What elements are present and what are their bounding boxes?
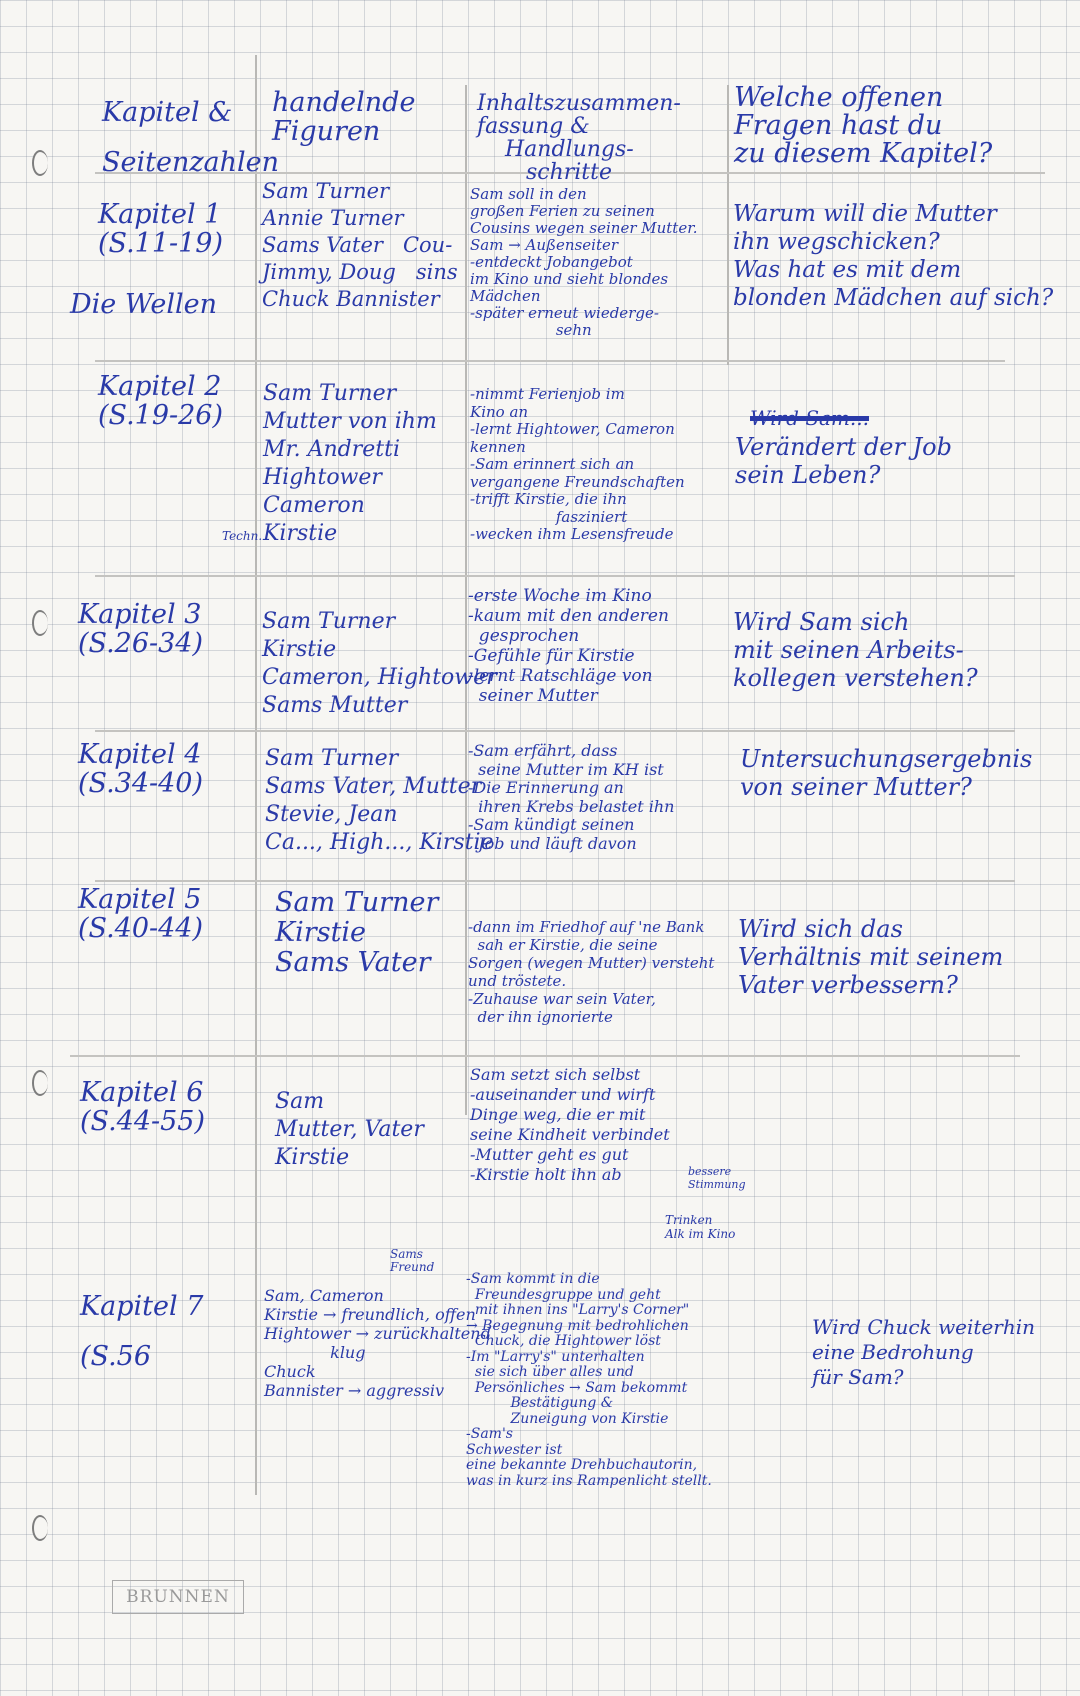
row-divider: [95, 730, 1015, 732]
chapter-5-inhalt: -dann im Friedhof auf 'ne Bank sah er Kirstie, die seine Sorgen (wegen Mutter) versteht und tröstete. -Zuhause war sein Vater, der ihn ignorierte: [468, 918, 715, 1026]
row-divider: [70, 1055, 1020, 1057]
binder-hole: [32, 1515, 48, 1541]
chapter-2-figuren: Sam Turner Mutter von ihm Mr. Andretti Hightower Cameron Kirstie: [263, 381, 437, 546]
chapter-6-figuren: Sam Mutter, Vater Kirstie: [275, 1089, 424, 1170]
column-divider: [255, 55, 257, 1495]
chapter-3-frage: Wird Sam sich mit seinen Arbeits- kollegen verstehen?: [733, 608, 978, 692]
chapter-4-inhalt: -Sam erfährt, dass seine Mutter im KH ist -Die Erinnerung an ihren Krebs belastet ihn -Sam kündigt seinen Job und läuft davon: [468, 741, 675, 853]
row-divider: [95, 360, 1005, 362]
chapter-2-kapitel: Kapitel 2 (S.19-26): [98, 371, 224, 431]
chapter-5-kapitel: Kapitel 5 (S.40-44): [78, 884, 204, 944]
chapter-6-inhalt: Sam setzt sich selbst -auseinander und wirft Dinge weg, die er mit seine Kindheit verbindet -Mutter geht es gut -Kirstie holt ihn ab: [470, 1065, 670, 1184]
chapter-3-figuren: Sam Turner Kirstie Cameron, Hightower Sams Mutter: [262, 609, 497, 718]
header-figuren: handelnde Figuren: [272, 87, 416, 147]
chapter-4-frage: Untersuchungsergebnis von seiner Mutter?: [740, 745, 1033, 801]
chapter-2-frage: Verändert der Job sein Leben?: [735, 433, 952, 489]
chapter-2-figuren-note: Techn.: [222, 529, 263, 543]
row-divider: [95, 575, 1015, 577]
chapter-5-frage: Wird sich das Verhältnis mit seinem Vater verbessern?: [738, 915, 1004, 999]
chapter-7-frage: Wird Chuck weiterhin eine Bedrohung für Sam?: [812, 1315, 1036, 1389]
binder-hole: [32, 1070, 48, 1096]
brunnen-logo: BRUNNEN: [112, 1580, 244, 1614]
chapter-7-kapitel: Kapitel 7 (S.56: [80, 1291, 204, 1372]
header-kapitel: Kapitel & Seitenzahlen: [102, 97, 280, 178]
chapter-3-kapitel: Kapitel 3 (S.26-34): [78, 599, 204, 659]
row-divider: [95, 880, 1015, 882]
column-divider: [465, 85, 467, 1115]
binder-hole: [32, 150, 48, 176]
chapter-7-inhalt: -Sam kommt in die Freundesgruppe und geht mit ihnen ins "Larry's Corner" → Begegnung mit bedrohlichen Chuck, die Hightower löst -Im "Larry's" unterhalten sie sich über alles und Persönliches → Sam bekommt Bestätigung & Zuneigung von Kirstie -Sam's Schwester ist eine bekannte Drehbuchautorin, was in kurz ins Rampenlicht stellt.: [466, 1271, 712, 1489]
chapter-1-frage: Warum will die Mutter ihn wegschicken? Was hat es mit dem blonden Mädchen auf sich?: [733, 201, 1054, 311]
binder-hole: [32, 610, 48, 636]
chapter-2-inhalt: -nimmt Ferienjob im Kino an -lernt Hightower, Cameron kennen -Sam erinnert sich an vergangene Freundschaften -trifft Kirstie, die ihn fasziniert -wecken ihm Lesensfreude: [470, 385, 685, 543]
chapter-3-inhalt: -erste Woche im Kino -kaum mit den anderen gesprochen -Gefühle für Kirstie -lernt Ratschläge von seiner Mutter: [468, 586, 669, 706]
column-divider: [727, 85, 729, 365]
chapter-2-frage-struck: Wird Sam...: [750, 406, 869, 430]
chapter-6-inhalt-note-1: bessere Stimmung: [688, 1165, 746, 1191]
chapter-7-figuren: Sam, Cameron Kirstie → freundlich, offen Hightower → zurückhaltend klug Chuck Bannister → aggressiv: [264, 1286, 491, 1400]
chapter-6-inhalt-note-2: Trinken Alk im Kino: [665, 1213, 736, 1241]
chapter-6-kapitel: Kapitel 6 (S.44-55): [80, 1077, 206, 1137]
chapter-7-figuren-note: Sams Freund: [390, 1247, 435, 1274]
chapter-1-title: Die Wellen: [70, 289, 218, 320]
chapter-5-figuren: Sam Turner Kirstie Sams Vater: [275, 887, 439, 978]
header-inhalt: Inhaltszusammen- fassung & Handlungs- schritte: [477, 91, 681, 185]
chapter-1-kapitel: Kapitel 1 (S.11-19): [98, 199, 224, 259]
chapter-1-inhalt: Sam soll in den großen Ferien zu seinen Cousins wegen seiner Mutter. Sam → Außenseiter -entdeckt Jobangebot im Kino und sieht blondes Mädchen -später erneut wiederge- sehn: [470, 185, 698, 339]
header-fragen: Welche offenen Fragen hast du zu diesem Kapitel?: [734, 82, 993, 169]
chapter-4-figuren: Sam Turner Sams Vater, Mutter Stevie, Jean Ca..., High..., Kirstie: [265, 746, 494, 855]
chapter-1-figuren: Sam Turner Annie Turner Sams Vater Cou- Jimmy, Doug sins Chuck Bannister: [262, 179, 458, 311]
chapter-4-kapitel: Kapitel 4 (S.34-40): [78, 739, 204, 799]
